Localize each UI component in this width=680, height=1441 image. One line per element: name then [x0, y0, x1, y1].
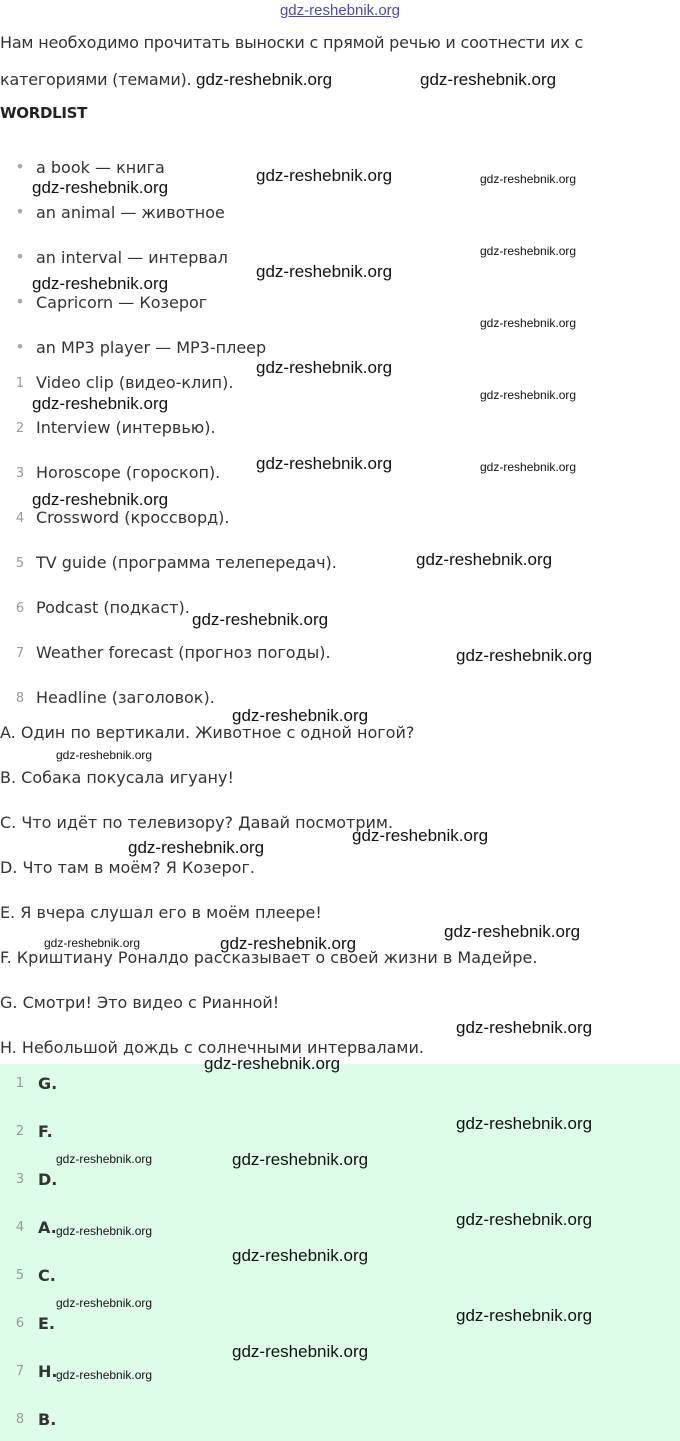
answer-letter: A. [38, 1218, 57, 1237]
watermark: gdz-reshebnik.org [416, 550, 553, 569]
answer-number: 5 [15, 1268, 25, 1283]
bullet-icon: • [15, 337, 25, 356]
option-item: D. Что там в моём? Я Козерог. [0, 858, 255, 877]
category-text: Video clip (видео-клип). [36, 373, 234, 392]
answer-letter: D. [38, 1170, 58, 1189]
watermark: gdz-reshebnik.org [456, 1306, 593, 1325]
option-item: E. Я вчера слушал его в моём плеере! [0, 903, 322, 922]
option-item: A. Один по вертикали. Животное с одной ногой? [0, 723, 415, 742]
watermark: gdz-reshebnik.org [256, 262, 393, 281]
category-text: Podcast (подкаст). [36, 598, 190, 617]
watermark: gdz-reshebnik.org [56, 1296, 153, 1310]
item-number: 5 [15, 556, 25, 571]
answer-letter: E. [38, 1314, 56, 1333]
option-item: F. Криштиану Роналдо рассказывает о своей жизни в Мадейре. [0, 948, 538, 967]
item-number: 1 [15, 376, 25, 391]
item-number: 3 [15, 466, 25, 481]
watermark: gdz-reshebnik.org [220, 934, 357, 953]
watermark: gdz-reshebnik.org [456, 1210, 593, 1229]
watermark: gdz-reshebnik.org [56, 1224, 153, 1238]
site-title[interactable]: gdz-reshebnik.org [279, 2, 401, 19]
answer-number: 2 [15, 1124, 25, 1139]
watermark: gdz-reshebnik.org [56, 1152, 153, 1166]
category-text: TV guide (программа телепередач). [36, 553, 337, 572]
category-text: Headline (заголовок). [36, 688, 215, 707]
answer-number: 8 [15, 1412, 25, 1427]
answer-letter: B. [38, 1410, 57, 1429]
wordlist-heading: WORDLIST [0, 104, 88, 122]
watermark: gdz-reshebnik.org [352, 826, 489, 845]
watermark: gdz-reshebnik.org [32, 490, 169, 509]
category-text: Interview (интервью). [36, 418, 216, 437]
bullet-icon: • [15, 292, 25, 311]
wordlist-item-text: an animal — животное [36, 203, 225, 222]
item-number: 7 [15, 646, 25, 661]
watermark: gdz-reshebnik.org [232, 1246, 369, 1265]
watermark: gdz-reshebnik.org [192, 610, 329, 629]
category-text: Weather forecast (прогноз погоды). [36, 643, 331, 662]
answer-number: 6 [15, 1316, 25, 1331]
watermark: gdz-reshebnik.org [32, 274, 169, 293]
watermark: gdz-reshebnik.org [232, 1150, 369, 1169]
answer-letter: F. [38, 1122, 53, 1141]
category-text: Crossword (кроссворд). [36, 508, 230, 527]
watermark: gdz-reshebnik.org [480, 388, 577, 402]
watermark: gdz-reshebnik.org [456, 1018, 593, 1037]
watermark: gdz-reshebnik.org [444, 922, 581, 941]
bullet-icon: • [15, 247, 25, 266]
watermark: gdz-reshebnik.org [256, 166, 393, 185]
item-number: 6 [15, 601, 25, 616]
wordlist-item-text: Capricorn — Козерог [36, 293, 208, 312]
watermark: gdz-reshebnik.org [44, 936, 141, 950]
wordlist-item-text: an interval — интервал [36, 248, 228, 267]
intro-line-1: Нам необходимо прочитать выноски с прямой речью и соотнести их с [0, 33, 584, 52]
watermark: gdz-reshebnik.org [420, 70, 557, 89]
answer-letter: G. [38, 1074, 58, 1093]
bullet-icon: • [15, 202, 25, 221]
intro-line-2: категориями (темами). [0, 70, 192, 89]
watermark: gdz-reshebnik.org [204, 1054, 341, 1073]
watermark: gdz-reshebnik.org [56, 1368, 153, 1382]
item-number: 2 [15, 421, 25, 436]
item-number: 4 [15, 511, 25, 526]
watermark: gdz-reshebnik.org [480, 172, 577, 186]
wordlist-item-text: an MP3 player — MP3-плеер [36, 338, 267, 357]
watermark: gdz-reshebnik.org [32, 394, 169, 413]
option-item: G. Смотри! Это видео с Рианной! [0, 993, 280, 1012]
option-item: B. Собака покусала игуану! [0, 768, 234, 787]
option-item: H. Небольшой дождь с солнечными интервалами. [0, 1038, 424, 1057]
item-number: 8 [15, 691, 25, 706]
watermark: gdz-reshebnik.org [480, 244, 577, 258]
watermark: gdz-reshebnik.org [196, 70, 333, 89]
watermark: gdz-reshebnik.org [232, 1342, 369, 1361]
answer-letter: C. [38, 1266, 56, 1285]
bullet-icon: • [15, 157, 25, 176]
watermark: gdz-reshebnik.org [480, 316, 577, 330]
watermark: gdz-reshebnik.org [256, 358, 393, 377]
option-item: C. Что идёт по телевизору? Давай посмотрим. [0, 813, 394, 832]
answer-number: 4 [15, 1220, 25, 1235]
wordlist-item-text: a book — книга [36, 158, 165, 177]
watermark: gdz-reshebnik.org [56, 748, 153, 762]
watermark: gdz-reshebnik.org [256, 454, 393, 473]
watermark: gdz-reshebnik.org [456, 646, 593, 665]
answer-number: 3 [15, 1172, 25, 1187]
watermark: gdz-reshebnik.org [32, 178, 169, 197]
answer-letter: H. [38, 1362, 58, 1381]
watermark: gdz-reshebnik.org [128, 838, 265, 857]
answer-number: 7 [15, 1364, 25, 1379]
watermark: gdz-reshebnik.org [480, 460, 577, 474]
category-text: Horoscope (гороскоп). [36, 463, 221, 482]
watermark: gdz-reshebnik.org [232, 706, 369, 725]
answer-number: 1 [15, 1076, 25, 1091]
watermark: gdz-reshebnik.org [456, 1114, 593, 1133]
